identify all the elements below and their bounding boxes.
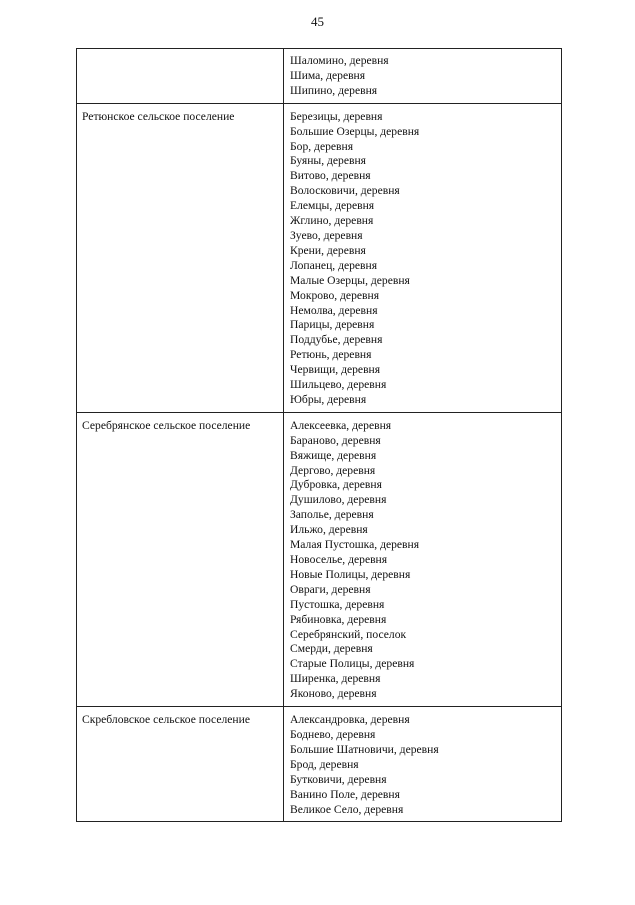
place-item: Жглино, деревня <box>290 214 374 228</box>
place-item: Шильцево, деревня <box>290 378 387 392</box>
place-item: Рябиновка, деревня <box>290 612 387 626</box>
place-item: Большие Озерцы, деревня <box>290 124 420 138</box>
place-item: Вяжище, деревня <box>290 448 377 462</box>
page-number: 45 <box>311 14 324 29</box>
place-item: Волосковичи, деревня <box>290 184 400 198</box>
place-item: Ширенка, деревня <box>290 672 381 686</box>
place-item: Новые Полицы, деревня <box>290 567 411 581</box>
place-item: Великое Село, деревня <box>290 802 404 816</box>
place-item: Малая Пустошка, деревня <box>290 538 420 552</box>
settlements-table-body <box>77 49 562 822</box>
place-item: Бараново, деревня <box>290 433 381 447</box>
place-item: Витово, деревня <box>290 169 371 183</box>
place-item: Большие Шатновичи, деревня <box>290 742 439 756</box>
places-cell <box>284 103 562 412</box>
place-item: Новоселье, деревня <box>290 553 388 566</box>
place-item: Брод, деревня <box>290 757 359 771</box>
place-item: Шипино, деревня <box>290 83 378 97</box>
settlement-name: Серебрянское сельское поселение <box>82 418 251 432</box>
place-item: Малые Озерцы, деревня <box>290 273 410 287</box>
table-row <box>77 412 562 706</box>
place-item: Заполье, деревня <box>290 508 374 522</box>
place-item: Лопанец, деревня <box>290 258 378 272</box>
settlements-table <box>76 48 562 822</box>
settlement-cell <box>77 103 284 412</box>
settlement-cell <box>77 707 284 822</box>
place-item: Шаломино, деревня <box>290 54 389 67</box>
place-item: Серебрянский, поселок <box>290 627 407 641</box>
place-item: Боднево, деревня <box>290 727 376 741</box>
place-item: Крени, деревня <box>290 243 366 257</box>
place-item: Мокрово, деревня <box>290 288 380 302</box>
place-item: Дубровка, деревня <box>290 478 382 492</box>
table-row <box>77 49 562 104</box>
place-item: Бор, деревня <box>290 139 354 153</box>
place-item: Овраги, деревня <box>290 582 371 596</box>
settlement-cell <box>77 49 284 104</box>
settlement-name: Скребловское сельское поселение <box>82 713 250 727</box>
table-row <box>77 103 562 412</box>
place-item: Ильжо, деревня <box>290 523 368 537</box>
place-item: Ретюнь, деревня <box>290 348 372 362</box>
place-item: Березицы, деревня <box>290 109 383 123</box>
place-item: Дергово, деревня <box>290 463 376 477</box>
settlement-cell <box>77 412 284 706</box>
place-item: Александровка, деревня <box>290 713 410 727</box>
settlement-name: Ретюнское сельское поселение <box>82 109 235 123</box>
place-item: Буяны, деревня <box>290 154 366 168</box>
place-item: Алексеевка, деревня <box>290 418 392 432</box>
place-item: Старые Полицы, деревня <box>290 657 415 671</box>
place-item: Душилово, деревня <box>290 493 387 507</box>
place-item: Елемцы, деревня <box>290 199 375 213</box>
places-cell <box>284 412 562 706</box>
place-item: Шима, деревня <box>290 68 366 82</box>
place-item: Бутковичи, деревня <box>290 772 387 786</box>
place-item: Парицы, деревня <box>290 318 375 332</box>
place-item: Смерди, деревня <box>290 642 373 656</box>
place-item: Поддубье, деревня <box>290 333 383 347</box>
place-item: Яконово, деревня <box>290 687 377 701</box>
place-item: Пустошка, деревня <box>290 597 385 611</box>
place-item: Немолва, деревня <box>290 303 378 317</box>
place-item: Юбры, деревня <box>290 392 367 406</box>
places-cell <box>284 707 562 822</box>
place-item: Ванино Поле, деревня <box>290 787 400 801</box>
places-cell <box>284 49 562 104</box>
place-item: Зуево, деревня <box>290 228 363 242</box>
place-item: Червищи, деревня <box>290 363 381 377</box>
table-row <box>77 707 562 822</box>
